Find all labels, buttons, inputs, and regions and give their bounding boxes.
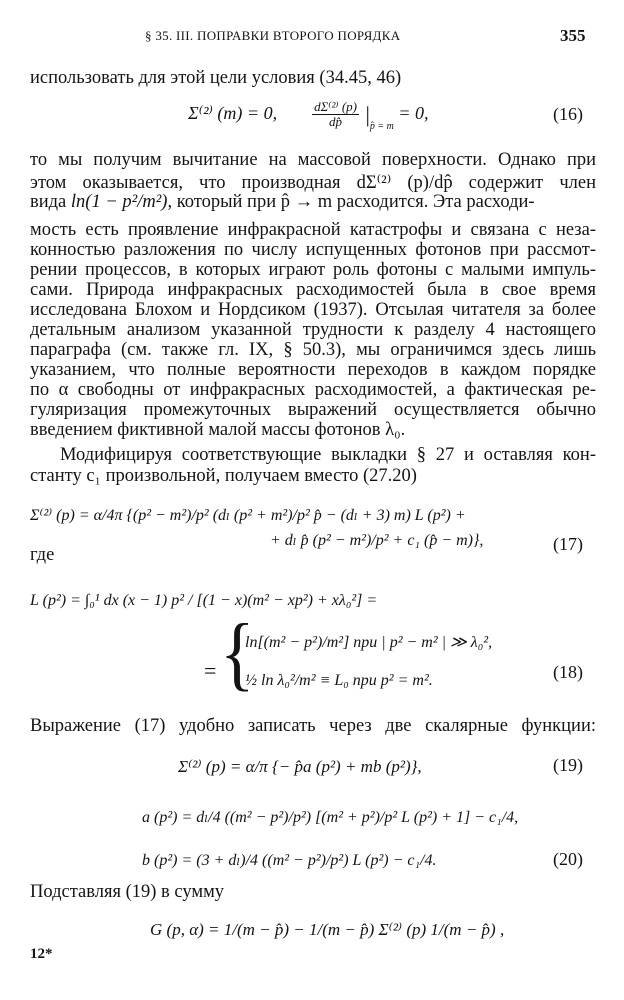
text-line: Подставляя (19) в сумму bbox=[30, 882, 225, 902]
equation-L-case-1: ln[(m² − p²)/m²] при | p² − m² | ≫ λ₀², bbox=[245, 634, 493, 651]
text-line: использовать для этой цели условия (34.45, 46) bbox=[30, 68, 402, 88]
text-line: исследована Блохом и Нордсиком (1937). Отсылая читателя за более bbox=[30, 300, 596, 320]
text-line: где bbox=[30, 545, 55, 565]
text-line: станту c₁ произвольной, получаем вместо (27.20) bbox=[30, 466, 417, 486]
running-header: § 35. III. ПОПРАВКИ ВТОРОГО ПОРЯДКА bbox=[145, 28, 401, 43]
eq16-part-b: = 0, bbox=[398, 102, 429, 123]
equation-number-20: (20) bbox=[553, 849, 583, 869]
equation-number-16: (16) bbox=[553, 104, 583, 124]
text-line: мость есть проявление инфракрасной катастрофы и связана с неза- bbox=[30, 220, 596, 240]
page-number: 355 bbox=[560, 26, 586, 45]
eq16-evaluation: p̂ = m bbox=[369, 120, 394, 132]
text-line: этом оказывается, что производная dΣ⁽²⁾ (p)/dp̂ содержит член bbox=[30, 173, 596, 193]
equation-20-b: b (p²) = (3 + dₗ)/4 ((m² − p²)/p²) L (p²) − c₁/4. bbox=[142, 852, 437, 869]
text-line: рении процессов, в которых играют роль фотоны с малыми импуль- bbox=[30, 260, 596, 280]
eq16-denominator: dp̂ bbox=[329, 114, 343, 130]
equation-number-18: (18) bbox=[553, 662, 583, 682]
equation-16: Σ⁽²⁾ (m) = 0, $\frac{\text{dΣ⁽²⁾ (p)}}{dp̂}$ $|_{p̂ = m} = 0$, bbox=[188, 99, 429, 132]
log-term: ln(1 − p²/m²) bbox=[70, 192, 168, 212]
eq16-part-a: Σ⁽²⁾ (m) = 0, bbox=[188, 102, 278, 123]
text-line: то мы получим вычитание на массовой поверхности. Однако при bbox=[30, 150, 596, 170]
text-line: гуляризация промежуточных выражений осуществляется обычно bbox=[30, 400, 596, 420]
equation-number-17: (17) bbox=[553, 534, 583, 554]
equation-17-line-2: + dₗ p̂ (p² − m²)/p² + c₁ (p̂ − m)}, bbox=[270, 532, 484, 549]
text-line: указанием, что полные вероятности переходов в каждом порядке bbox=[30, 360, 596, 380]
eq16-numerator: dΣ⁽²⁾ (p) bbox=[314, 99, 357, 114]
signature-mark: 12* bbox=[30, 946, 53, 962]
text-line: конностью разложения по числу испущенных фотонов при рассмот- bbox=[30, 240, 596, 260]
text-line: Выражение (17) удобно записать через две скалярные функции: bbox=[30, 716, 596, 736]
equation-20-a: a (p²) = dₗ/4 ((m² − p²)/p²) [(m² + p²)/p² L (p²) + 1] − c₁/4, bbox=[142, 809, 519, 826]
text-line: детальным анализом указанной трудности к разделу 4 настоящего bbox=[30, 320, 596, 340]
equation-G: G (p, α) = 1/(m − p̂) − 1/(m − p̂) Σ⁽²⁾ (p) 1/(m − p̂) , bbox=[150, 920, 505, 939]
equation-17-line-1: Σ⁽²⁾ (p) = α/4π {(p² − m²)/p² (dₗ (p² + m²)/p² p̂ − (dₗ + 3) m) L (p²) + bbox=[30, 507, 466, 524]
equation-L-definition: L (p²) = ∫₀¹ dx (x − 1) p² / [(1 − x)(m² − xp²) + xλ₀²] = bbox=[30, 592, 378, 609]
equals-sign: = bbox=[204, 658, 217, 683]
text-line: параграфа (см. также гл. IX, § 50.3), мы ограничимся здесь лишь bbox=[30, 340, 596, 360]
cases-brace: { bbox=[220, 607, 255, 699]
equation-L-case-2: ½ ln λ₀²/m² ≡ L₀ при p² = m². bbox=[245, 672, 433, 689]
text-line: введением фиктивной малой массы фотонов λ₀. bbox=[30, 420, 406, 440]
text-line bbox=[30, 192, 596, 213]
equation-19: Σ⁽²⁾ (p) = α/π {− p̂a (p²) + mb (p²)}, bbox=[178, 757, 422, 776]
text-fragment: вида bbox=[30, 192, 67, 212]
text-line: Модифицируя соответствующие выкладки § 27 и оставляя кон- bbox=[60, 445, 596, 465]
text-fragment: , который при p̂ → m расходится. Эта расходи- bbox=[167, 192, 535, 212]
text-line: сами. Природа инфракрасных расходимостей была в свое время bbox=[30, 280, 596, 300]
equation-number-19: (19) bbox=[553, 755, 583, 775]
eq16-derivative bbox=[312, 100, 359, 130]
text-line: по α свободны от инфракрасных расходимостей, а фактическая ре- bbox=[30, 380, 596, 400]
